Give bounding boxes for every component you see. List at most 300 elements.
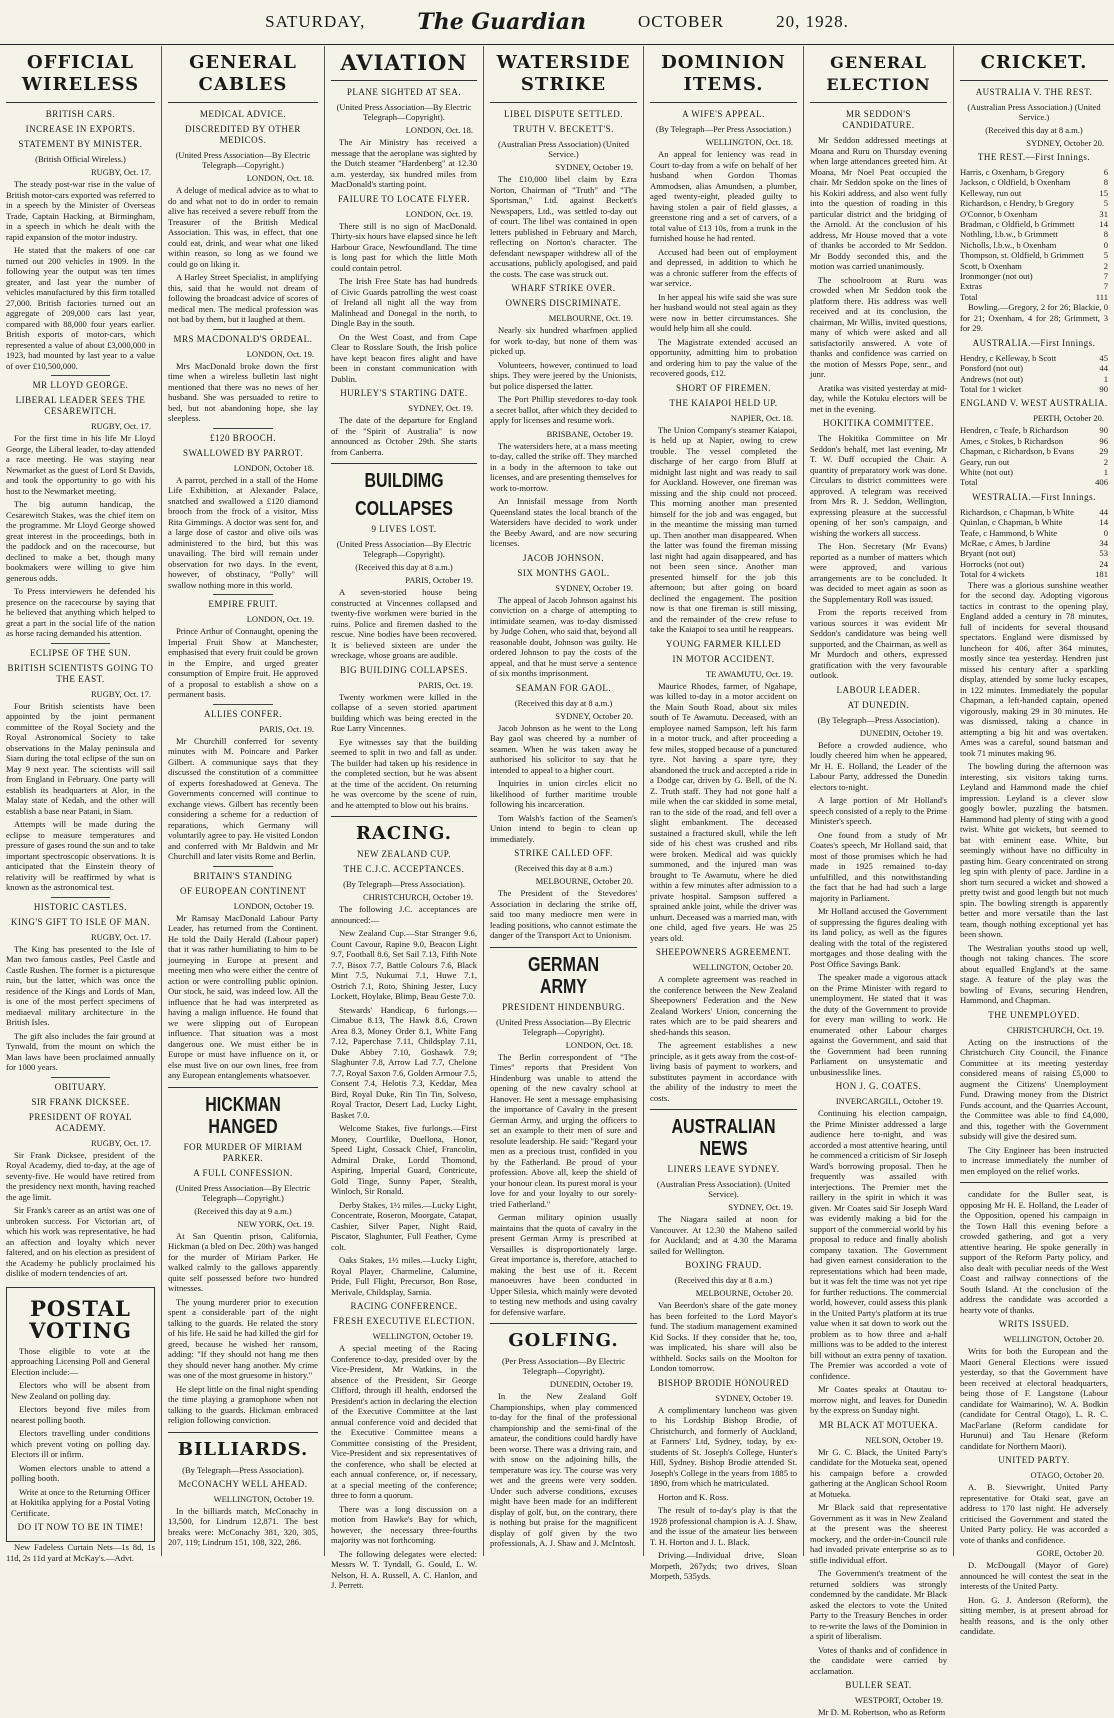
article-title: LABOUR LEADER.	[836, 684, 921, 695]
paragraph: Mr Seddon addressed meetings at Moana and Ruru on Thursday evening when large attendances greeted him. At Moana, Mr Noel Peat occupied the chair. Mr Seddon spoke on the lines of his Kokiri address, and also went fully into the question of roading in this particular district and the bridging of the Arnold. At the conclusion of his address, Mr House moved that a vote of thanks be accorded to Mr Seddon. Mr Boddy seconded this, and the motion was carried unanimously.	[810, 135, 947, 271]
dateline: PERTH, October 20.	[1033, 413, 1104, 424]
paragraph: The £10,000 libel claim by Ezra Norton, Chairman of "Truth" and "The Sportsman," Ltd. against Beckett's Newspapers, Ltd., was settled to-day out of court. The libel was contained in open letters published in February and March, reflecting on Norton's character. The defendant newspaper withdrew all of the accusations, publicly apologised, and paid the costs. The case was struck out.	[490, 174, 637, 279]
article-subtitle: LINERS LEAVE SYDNEY.	[667, 1164, 780, 1174]
paragraph: The Air Ministry has received a message that the aeroplane was sighted by the Dutch steamer "Hardenberg" at 12.30 a.m. yesterday, six hundred miles from MacDonald's starting point.	[331, 137, 477, 189]
column-cricket	[954, 46, 1114, 1637]
article-title: WRITS ISSUED.	[998, 1319, 1070, 1330]
dateline: WELLINGTON, Oct. 18.	[705, 137, 793, 147]
dateline: SYDNEY, October 19.	[555, 162, 633, 172]
paragraph: A complete agreement was reached in the conference between the New Zealand Sheepowners' Federation and the New Zealand Workers' Union, concerning the rates which are to be paid shearers and shed-hands this season.	[650, 974, 797, 1037]
score-total	[960, 384, 1108, 394]
column-waterside-strike	[484, 46, 644, 1556]
runs: 1	[1103, 373, 1108, 384]
article-title: SHEEPOWNERS AGREEMENT.	[655, 947, 792, 957]
paragraph: The steady post-war rise in the value of British motor-cars exported was referred to in a speech by the Minister of Overseas Trade, Captain Hacking, at Birmingham, in a speech in which he dealt with the rapid expansion of the motor industry.	[6, 179, 155, 242]
paragraph: A Harley Street Specialist, in amplifying this, said that he would not dream of following the broadcast advice of scores of medical men. The medical profession was not bad by them, but it laughed at them.	[168, 272, 318, 324]
score-total-value: 90	[1099, 384, 1108, 394]
dateline: WELLINGTON, October 20.	[692, 962, 793, 972]
runs: 8	[1103, 229, 1108, 240]
dateline: OTAGO, October 20.	[1030, 1470, 1104, 1481]
advert-heading: POSTAL VOTING	[29, 1295, 132, 1343]
paragraph: The Union Company's steamer Kaiapoi, is held up at Napier, owing to crew trouble. The vessel completed the discharge of her cargo from Bluff at midnight last night and was ready to sail for Auckland. However, one fireman was missing and the ship could not proceed. This morning another man presented himself for the job and was engaged, but in the meantime the missing man turned up. Then another man disappeared. When the latter was found the fireman missing last night had again disappeared, and has not been seen since. Another man presented himself for the job this afternoon; but after going on board declined the engagement. The position now is that one fireman is still missing, and the remainder of the crew refuse to take the Kaiapoi to sea until he reappears.	[650, 424, 797, 634]
batsman: O'Connor, b Oxenham	[960, 208, 1038, 219]
section-heading: BUILDIMG	[364, 470, 444, 492]
dateline: LONDON, October 18.	[233, 462, 314, 473]
score-total-value: 111	[1095, 291, 1108, 302]
article-subtitle: DISCREDITED BY OTHER MEDICOS.	[185, 124, 301, 145]
article-title: £120 BROOCH.	[209, 432, 276, 443]
batsman: White (not out)	[960, 467, 1013, 478]
batsman: McRae, c Ames, b Jardine	[960, 538, 1051, 549]
batsman: Ames, c Stokes, b Richardson	[960, 435, 1064, 446]
paragraph: Write at once to the Returning Officer at Hokitika applying for a Postal Voting Certificate.	[11, 1486, 150, 1518]
paragraph: Oaks Stakes, 1½ miles.—Lucky Light, Royal Player, Charmeline, Calumine, Pride, Full Flight, Precursor, Bon Rose, Merivale, Childsplay, Sarnia.	[331, 1255, 477, 1297]
runs: 5	[1103, 250, 1108, 261]
paragraph: An Innisfail message from North Queensland states the local branch of the Watersiders have decided to work under the Beeby Award, and are now securing licenses.	[490, 496, 637, 548]
credit-line: (By Telegraph—Press Association).	[182, 1464, 304, 1475]
column-official-wireless	[0, 46, 162, 1563]
article-subtitle: AT DUNEDIN.	[847, 699, 910, 710]
runs: 34	[1099, 538, 1108, 549]
article-title: BOXING FRAUD.	[685, 1260, 762, 1270]
score-row	[960, 250, 1108, 260]
dateline: CHRISTCHURCH, October 19.	[362, 892, 473, 902]
article-title: MEDICAL ADVICE.	[199, 109, 287, 119]
article-subtitle: FRESH EXECUTIVE ELECTION.	[333, 1316, 475, 1326]
batsman: Nothling, l.b.w., b Grimmett	[960, 229, 1058, 240]
batsman: Extras	[960, 281, 982, 292]
article-subtitle: OF EUROPEAN CONTINENT	[180, 885, 306, 896]
article-title: MRS MACDONALD'S ORDEAL.	[173, 333, 313, 344]
credit-line: (By Telegraph—Per Press Association.)	[655, 124, 792, 134]
runs: 6	[1103, 167, 1108, 177]
runs: 0	[1103, 239, 1108, 250]
paragraph: Driving.—Individual drive, Sloan Morpeth, 267yds; two drives, Sloan Morpeth, 535yds.	[650, 1550, 797, 1581]
paragraph: He slept little on the final night spending the time playing a gramophone when not talking to the guards. Hickman embraced religion following conviction.	[168, 1383, 318, 1425]
paragraph: An appeal for leniency was read in Court to-day from a wife on behalf of her husband when Gordon Thomas Ammodsen, alias Amundsen, a plumber, aged twenty-eight, pleaded guilty to having stolen a pair of field glasses, a greenstone ring and a set of carvers, of a total value of £13 10s, from a trunk in the furnished house he had rented.	[650, 149, 797, 243]
batsman: Ponsford (not out)	[960, 363, 1024, 374]
paragraph: Aratika was visited yesterday at mid-day, while the Kotuku electors will be met in the evening.	[810, 382, 947, 414]
section-heading: HICKMAN HANGED	[205, 1093, 281, 1138]
batsman: Quinlan, c Chapman, b White	[960, 517, 1063, 528]
dateline: SYDNEY, October 20.	[555, 710, 633, 721]
article-subtitle: THE KAIAPOI HELD UP.	[669, 397, 778, 408]
credit-line: (United Press Association—By Electric Telegraph—Copyright).	[496, 1016, 631, 1037]
credit-line: (United Press Association—By Electric Telegraph—Copyright.)	[175, 150, 311, 170]
paragraph: The King has presented to the Isle of Man two famous castles, Peel Castle and Castle Rushen. The former is a picturesque ruin, but the latter, which was once the residence of the Kings and Lords of Man, is one of the most perfect specimens of mediaeval military architecture in the British Isles.	[6, 943, 155, 1027]
paragraph: Accused had been out of employment and depressed, in addition to which he was a chronic sufferer from the effects of war service.	[650, 246, 797, 288]
paragraph: The young murderer prior to execution spent a considerable part of the night talking to the guards. He related the story of his life. He said he had killed the girl for greed, because he wished her ransom, adding: "If they should not hang me then they should never hang another. My crime was one of the most gruesome in history."	[168, 1296, 318, 1380]
paragraph: From the reports received from various sources it was evident Mr Seddon's candidature was being well supported, and the Chairman, as well as Mr Murdoch and others, expressed gratification with the very favourable outlook.	[810, 607, 947, 680]
paragraph: A special meeting of the Racing Conference to-day, presided over by the Vice-President, Mr Watkins, in the absence of the President, Sir George Clifford, through ill health, endorsed the President's action in declaring the election of the Executive Committee at the last annual conference void and decided that the Executive Committee means a Committee consisting of the President, Vice-President and six representatives of the conference, who shall be elected at each annual conference, or, if necessary, at a special meeting of the conference; three to form a quorum.	[331, 1343, 477, 1500]
article-subtitle: IN MOTOR ACCIDENT.	[672, 653, 775, 664]
paragraph: Mr Ramsay MacDonald Labour Party Leader, has returned from the Continent. He told the Daily Herald (Labour paper) that it was rather humiliating to him to be journeying in Europe at present and meeting men who were either the centre of action or were controlling public opinion. Our stock, he said, was indeed low. All the influence that he had was interpreted as having a malign influence. He found that we were slipping out of European influence. That situation was a most dangerous one. We must either be in Europe or must have influence on it, or else must live on our own lines, free from any European entanglements whatsoever.	[168, 912, 318, 1080]
batsman: Scott, b Oxenham	[960, 260, 1022, 271]
runs: 24	[1099, 558, 1108, 569]
innings-heading: AUSTRALIA.—First Innings.	[972, 337, 1096, 348]
credit-line: (By Telegraph—Press Association).	[817, 714, 940, 725]
dateline: SYDNEY, October 19.	[555, 582, 633, 593]
article-title: ENGLAND V. WEST AUSTRALIA.	[960, 398, 1108, 409]
rule	[51, 375, 111, 376]
paragraph: Derby Stakes, 1½ miles.—Lucky Light, Concentrate, Roseron, Moorgate, Catapat, Cashier, Silver Paper, Night Raid, Piscator, Slaghunter, Full Feather, Cyme colt.	[331, 1199, 477, 1252]
article-subtitle: FOR MURDER OF MIRIAM PARKER.	[183, 1141, 303, 1163]
innings-heading: WESTRALIA.—First Innings.	[972, 491, 1096, 502]
advert-footnote: New Fadeless Curtain Nets—1s 8d, 1s 11d, 2s 11d yard at McKay's.—Advt.	[6, 1542, 155, 1563]
score-total-label: Total for 1 wicket	[960, 384, 1022, 394]
paragraph: Jacob Johnson as he went to the Long Bay gaol was cheered by a number of seamen. When he was taken away he authorised his solicitor to say that he intended to appeal to a higher court.	[490, 722, 637, 775]
section-heading: GERMAN ARMY	[527, 953, 600, 998]
batsman: Thompson, st. Oldfield, b Grimmett	[960, 250, 1084, 261]
runs: 90	[1099, 425, 1108, 436]
received-line: (Received this day at 8 a.m.)	[514, 863, 613, 873]
paragraph: The President of the Stevedores' Association in declaring the strike off, said too many mediocre men were in leading positions, who cannot estimate the danger of the Transport Act to Unionism.	[490, 888, 637, 940]
paragraph: The Berlin correspondent of "The Times" reports that President Von Hindenburg was unable to attend the opening of the new cavalry school at Hanover. He sent a message emphasising the importance of Cavalry in the present German Army, and urging the officers to set an example to their men of sure and resolute leadership. He said: "Regard your men as a precious trust, confided in you by the Fatherland. Be proud of your profession. Above all, keep the shield of your honour clean. Its purest moral is your love for and your loyalty to our sorely-tried Fatherland."	[490, 1051, 637, 1209]
score-row	[960, 188, 1108, 198]
scorecard	[960, 353, 1108, 384]
paragraph: The following delegates were elected: Messrs W. T. Tyndall, G. Gould, L. W. Nelson, H. A. Russell, A. C. Hanlon, and J. Perrett.	[331, 1548, 477, 1590]
credit-line: (Australian Press Association.) (United Service.)	[967, 102, 1101, 122]
article-title: BRITISH CARS.	[45, 109, 116, 119]
article-title: MR SEDDON'S CANDIDATURE.	[842, 109, 915, 130]
batsman: Harris, c Oxenham, b Gregory	[960, 167, 1065, 177]
article-subtitle: PRESIDENT HINDENBURG.	[502, 1001, 625, 1012]
dateline: SYDNEY, October 19.	[715, 1392, 793, 1403]
section-heading: OFFICIAL WIRELESS	[21, 52, 140, 95]
article-title: EMPIRE FRUIT.	[208, 599, 278, 609]
paragraph: The Hokitika Committee on Mr Seddon's behalf, met last evening, Mr T. W. Duff occupied the Chair. A quantity of preparatory work was done. Circulars to district committees were approved. A telegram was received from Mrs R. J. Seddon, Wellington, expressing pleasure at the successful opening of her son's campaign, and wishing the workers all success.	[810, 433, 947, 538]
credit-line: (By Telegraph—Press Association).	[343, 879, 465, 889]
batsman: Jackson, c Oldfield, b Oxenham	[960, 177, 1071, 188]
batsman: Richardson, c Chapman, b White	[960, 506, 1074, 517]
rule	[331, 816, 477, 817]
rule	[650, 102, 797, 103]
batsman: Teafe, c Hammond, b White	[960, 527, 1058, 538]
rule	[213, 866, 273, 867]
received-line: (Received this day at 8 a.m.)	[514, 697, 613, 708]
paragraph: Acting on the instructions of the Christchurch City Council, the Finance Committee at its meeting yesterday considered means of raising £5,000 to augment the Citizens' Unemployment Fund. Drawing money from the District Funds account, and the Quarries Account, the Committee was able to find £4,000, and this, together with the Government subsidy will give the desired sum.	[960, 1036, 1108, 1142]
paragraph: A seven-storied house being constructed at Vincennes collapsed and twenty-five workmen were buried in the ruins. Police and firemen dashed to the rescue. Nine bodies have been recovered. It is believed sixteen are under the wreckage, whose groans are audible.	[331, 587, 477, 660]
rule	[168, 1432, 318, 1433]
masthead-date: 20, 1928.	[776, 12, 849, 31]
scorecard	[960, 167, 1108, 292]
dateline: DUNEDIN, October 19.	[859, 727, 943, 738]
article-title: BRITAIN'S STANDING	[193, 870, 293, 881]
article-title: MR BLACK AT MOTUEKA.	[819, 1419, 938, 1430]
runs: 2	[1103, 260, 1108, 271]
section-heading: CRICKET.	[980, 52, 1088, 73]
paragraph: Welcome Stakes, five furlongs.—First Money, Courtlike, Duellona, Honor, Speed Light, Cossack Chief, Francolin, Admiral Drake, Lordd Thomond, Aspiring, Imperial Guard, Contricute, Gold Tinge, Sunny Paper, Stealth, Winloch, Sir Ronald.	[331, 1123, 477, 1196]
dateline: BRISBANE, October 19.	[546, 428, 633, 439]
dateline: SYDNEY, October 20.	[1026, 138, 1104, 148]
column-dominion-items	[644, 46, 804, 1581]
article-title: UNITED PARTY.	[998, 1455, 1070, 1466]
dateline: LONDON, Oct. 18.	[246, 173, 314, 183]
score-row	[960, 548, 1108, 558]
article-title: STRIKE CALLED OFF.	[514, 848, 613, 858]
score-total-label: Total	[960, 291, 978, 302]
article-subtitle: TRUTH V. BECKETT'S.	[513, 124, 614, 134]
paragraph: The big autumn handicap, the Cesarewitch Stakes, was the chief item on the programme. Mr Lloyd George showed great interest in the proceedings, both in the paddock and on the racecourse, but declined to make a bet, though many bookmakers were willing to give him generous odds.	[6, 499, 155, 583]
article-subtitle: SWALLOWED BY PARROT.	[183, 447, 303, 458]
article-subtitle: BRITISH SCIENTISTS GOING TO THE EAST.	[7, 662, 154, 684]
masthead-month: OCTOBER	[638, 12, 725, 31]
paragraph: Van Beerdon's share of the gate money has been forfeited to the Lord Mayor's fund. The stadium management examined Kid Socks. If they consider that he, too, was implicated, his share will also be withheld. Socks sails on the Moolton for London tomorrow.	[650, 1300, 797, 1373]
score-row	[960, 261, 1108, 271]
paragraph: Inquiries in union circles elicit no likelihood of further maritime trouble following his incarceration.	[490, 778, 637, 809]
paragraph: Electors travelling under conditions which prevent voting on polling day. Electors ill or infirm.	[11, 1428, 150, 1459]
article-subtitle: SIR FRANK DICKSEE.	[31, 1096, 130, 1107]
paragraph: In her appeal his wife said she was sure her husband would not steal again as they were now in better circumstances. She would help him all she could.	[650, 291, 797, 333]
paragraph: Tom Walsh's faction of the Seamen's Union intend to begin to clean up immediately.	[490, 812, 637, 844]
section-heading: COLLAPSES	[355, 498, 453, 520]
rule	[960, 80, 1108, 81]
scorecard	[960, 507, 1108, 569]
paragraph: The City Engineer has been instructed to increase immediately the number of men employed on the relief works.	[960, 1144, 1108, 1176]
paragraph: Bowling.—Gregory, 2 for 26; Blackie, 0 for 21; Oxenham, 4 for 28; Grimmett, 3 for 29.	[960, 302, 1108, 334]
runs: 7	[1103, 271, 1108, 282]
dateline: GORE, October 20.	[1036, 1548, 1104, 1559]
runs: 14	[1099, 219, 1108, 230]
runs: 7	[1103, 281, 1108, 292]
article-title: BIG BUILDING COLLAPSES.	[340, 664, 468, 675]
column-aviation	[325, 46, 484, 1590]
dateline: PARIS, Oct. 19.	[259, 723, 314, 734]
paragraph: Twenty workmen were killed in the collapse of a seven storied apartment building which was being erected in the Rue Larry Vincennes.	[331, 691, 477, 733]
section-heading: AUSTRALIAN NEWS	[671, 1116, 776, 1160]
paragraph: Volunteers, however, continued to load ships. They were jeered by the Unionists, but police dispersed the latter.	[490, 359, 637, 391]
dateline: NAPIER, Oct. 18.	[730, 412, 793, 423]
dateline: RUGBY, Oct. 17.	[90, 1137, 151, 1148]
paragraph: Mr Coates speaks at Otautau to-morrow night, and leaves for Dunedin by the express on Sunday night.	[810, 1384, 947, 1415]
score-row	[960, 271, 1108, 281]
rule	[51, 643, 111, 644]
paragraph: Hon. G. J. Anderson (Reform), the sitting member, is at present abroad for health reasons, and is the only other candidate.	[960, 1594, 1108, 1637]
column-general-election	[804, 46, 954, 1717]
innings-heading: THE REST.—First Innings.	[977, 152, 1091, 162]
credit-line: (United Press Association—By Electric Telegraph—Copyright.)	[175, 1182, 311, 1203]
paragraph: A. B. Sievwright, United Party representative for Otaki seat, gave an address to 170 last night. He adversely criticised the Government and stated the United Party policy. He was accorded a vote of thanks and confidence.	[960, 1482, 1108, 1545]
section-heading: DOMINION ITEMS.	[661, 52, 786, 95]
paragraph: One found from a study of Mr Coates's speech, Mr Holland said, that most of those promises which he had made in 1925 remained to-day unfulfilled, and this notwithstanding the fact that he had had such a large majority in Parliament.	[810, 829, 947, 903]
article-title: HON J. G. COATES.	[835, 1081, 922, 1091]
section-heading: WATERSIDE STRIKE	[496, 52, 631, 95]
article-title: RACING CONFERENCE.	[350, 1301, 458, 1311]
batsman: Richardson, c Hendry, b Gregory	[960, 198, 1074, 209]
dateline: NELSON, October 19.	[865, 1434, 943, 1445]
article-title: WHARF STRIKE OVER.	[511, 283, 616, 293]
score-total	[960, 477, 1108, 487]
article-subtitle: PRESIDENT OF ROYAL ACADEMY.	[28, 1111, 133, 1133]
paragraph: To Press interviewers he defended his presence on the racecourse by saying that he believed that anything which helped to great a part in the social life of the nation as horse racing demanded his attention.	[6, 586, 155, 638]
credit-line: (British Official Wireless.)	[35, 154, 126, 164]
paragraph: The Hon. Secretary (Mr Evans) reported as a number of matters which were approved, and various arrangements are to be concluded. It was decided to meet again as soon as the Supplementary Roll was issued.	[810, 541, 947, 604]
dateline: WELLINGTON, October 19.	[213, 1493, 314, 1504]
score-row	[960, 528, 1108, 538]
article-title: HISTORIC CASTLES.	[33, 901, 128, 912]
paragraph: Before a crowded audience, who loudly cheered him when he appeared, Mr H. E. Holland, the Leader of the Labour Party, addressed the Dunedin electors to-night.	[810, 739, 947, 792]
paragraph: Sir Frank Dicksee, president of the Royal Academy, died to-day, at the age of seventy-five. He would have retired from the presidency next month, having reached the age limit.	[6, 1149, 155, 1202]
article-title: THE UNEMPLOYED.	[988, 1009, 1080, 1020]
dateline: CHRISTCHURCH, Oct. 19.	[1006, 1024, 1104, 1035]
batsman: Bryant (not out)	[960, 548, 1016, 559]
runs: 44	[1099, 506, 1108, 517]
article-title: HURLEY'S STARTING DATE.	[340, 388, 468, 398]
runs: 14	[1099, 517, 1108, 528]
batsman: Nicholls, l.b.w., b Oxenham	[960, 239, 1057, 250]
dateline: LONDON, October 19.	[233, 900, 314, 911]
dateline: PARIS, October 19.	[405, 575, 473, 585]
score-row	[960, 517, 1108, 527]
article-title: SEAMAN FOR GAOL.	[515, 682, 612, 693]
score-row	[960, 446, 1108, 456]
paragraph: The speaker made a vigorous attack on the Prime Minister with regard to unemployment. He stated that it was the duty of the Government to provide for every man willing to work. He enumerated other Labour charges against the Government, and said that the Government had been running Parliament on unsystematic and unbusinesslike lines.	[810, 972, 947, 1077]
paragraph: Maurice Rhodes, farmer, of Ngahape, was killed to-day in a motor accident on the Main South Road, about six miles south of Te Awamutu. Deceased, with an employee named Sampson, left his farm in a motor truck, and after proceeding a few miles, stopped because of a punctured tyre. Not having a spare tyre, they abandoned the truck and accepted a ride in a Dodge car, driven by G. Bell, of the N. Z. Truth staff. They had not gone half a mile when the car skidded in some metal, ran to the side of the road, and fell over a slight embankment. The deceased sustained a fractured skull, while the left side of his chest was crushed and ribs were broken. Medical aid was quickly summoned, and the injured man was brought to Te Awamutu, where he died within a few minutes after admission to a private hospital. Sampson suffered a sprained ankle joint, while the driver was unhurt. Deceased was a married man, with one child, aged five years. He was 25 years old.	[650, 680, 797, 943]
article-subtitle: INCREASE IN EXPORTS.	[25, 124, 136, 134]
paragraph: Prince Arthur of Connaught, opening the Imperial Fruit Show at Manchester, emphasised that every fruit could be grown in the Empire, and urged greater consumption of Empire fruit. He approved of a proposal to establish a show on a permanent basis.	[168, 626, 318, 699]
received-line: (Received this day at 8 a.m.)	[674, 1275, 773, 1285]
dateline: WESTPORT, October 19.	[854, 1695, 943, 1705]
article-title: AUSTRALIA V. THE REST.	[975, 87, 1093, 97]
batsman: Bradman, c Oldfield, b Grimmett	[960, 219, 1075, 230]
batsman: Hendren, c Teafe, b Richardson	[960, 425, 1069, 436]
article-title: A WIFE'S APPEAL.	[682, 109, 765, 119]
dateline: LONDON, Oct. 19.	[246, 348, 314, 359]
runs: 96	[1099, 435, 1108, 446]
rule	[331, 80, 477, 81]
paragraph: Stewards' Handicap, 6 furlongs.—Cimabue 8.13, The Hawk 8.6, Crown Area 8.3, Money Order 8.1, White Fang 7.12, Paperchase 7.11, Childsplay 7.11, Duke Abbey 7.10, Goshawk 7.9; Slaghunter 7.8, Arrow Lad 7.7, Chelone 7.7, Royal Saxon 7.6, Golden Armour 7.5, Consent 7.4, Helotis 7.3, Keddar, Mea Bird, Royal Duke, Rin Tin Tin, Solveso, Royal Tractor, Desert Lad, Lucky Light, Basket 7.0.	[331, 1004, 477, 1120]
section-heading: GENERAL ELECTION	[826, 53, 931, 94]
advert-call-to-action: DO IT NOW TO BE IN TIME!	[17, 1522, 144, 1532]
rule	[51, 1077, 111, 1078]
dateline: RUGBY, Oct. 17.	[90, 931, 151, 942]
paragraph: The result of to-day's play is that the 1928 professional champion is A. J. Shaw, and the issue of the amateur lies between T. H. Horton and J. L. Black.	[650, 1505, 797, 1547]
score-row	[960, 507, 1108, 517]
paragraph: The Westralian youths stood up well, though not taking chances. The score about equalled England's at the same stage. A feature of the play was the bowling of Evans, securing Hendren, Hammond, and Chapman.	[960, 942, 1108, 1006]
paragraph: A large portion of Mr Holland's speech consisted of a reply to the Prime Minister's speech.	[810, 795, 947, 826]
credit-line: (United Press Association—By Electric Telegraph—Copyright).	[336, 102, 472, 122]
paragraph: The watersiders here, at a mass meeting to-day, called the strike off. They marched in a body in the afternoon to take out licenses, and are presenting themselves for work to-morrow.	[490, 440, 637, 493]
section-heading: BILLIARDS.	[177, 1438, 309, 1460]
article-title: BULLER SEAT.	[845, 1680, 912, 1690]
article-subtitle: 9 LIVES LOST.	[371, 524, 437, 534]
paragraph: Four British scientists have been appointed by the joint permanent committee of the Royal Society and the Royal Astronomical Society to take observations in the Malay peninsula and Siam during the total eclipse of the sun on May 9 next year. The scientists will sail from England in February. One party will establish its headquarters at Alor, in the Malay state of Kedah, and the other will establish a base near Patani, in Siam.	[6, 700, 155, 816]
paragraph: Mrs MacDonald broke down the first time when a wireless bulletin last night mentioned that there was no news of her husband. She was persuaded to retire to bed, but not abandoning hope, she lay sleepless.	[168, 360, 318, 423]
runs: 2	[1103, 456, 1108, 467]
paragraph: The appeal of Jacob Johnson against his conviction on a charge of attempting to intimidate seamen, was to-day dismissed by Judge Cohen, who said that, beyond all reasonable doubt, Johnson was guilty. He ordered Johnson to pay the costs of the appeal, and that he must serve a sentence of six months imprisonment.	[490, 594, 637, 678]
batsman: Horrocks (not out)	[960, 558, 1024, 569]
article-subtitle: A FULL CONFESSION.	[193, 1167, 293, 1178]
paragraph: There still is no sign of MacDonald. Thirty-six hours have elapsed since he left Harbour Grace, Newfoundland. The time is long past for which the little Moth could contain petrol.	[331, 220, 477, 273]
runs: 44	[1099, 363, 1108, 374]
rule	[213, 594, 273, 595]
paragraph: Mr Holland accused the Government of suppressing the figures dealing with its land policy, as well as the figures dealing with the total of the registered mortgages and those dealing with the Post Office Savings Bank.	[810, 906, 947, 969]
dateline: LONDON, Oct. 19.	[405, 208, 473, 219]
article-subtitle: KING'S GIFT TO ISLE OF MAN.	[10, 916, 151, 927]
section-heading: AVIATION	[340, 50, 468, 75]
score-row	[960, 457, 1108, 467]
dateline: RUGBY, Oct. 17.	[90, 688, 151, 699]
score-row	[960, 363, 1108, 373]
score-row	[960, 167, 1108, 177]
rule	[213, 428, 273, 429]
article-subtitle: LIBEL DISPUTE SETTLED.	[504, 109, 623, 119]
batsman: Hendry, c Kelleway, b Scott	[960, 352, 1057, 363]
paragraph: D. McDougall (Mayor of Gore) announced he will contest the seat in the interests of the United Party.	[960, 1560, 1108, 1592]
dateline: LONDON, Oct. 18.	[405, 125, 473, 135]
dateline: MELBOURNE, October 20.	[535, 876, 633, 886]
section-heading: RACING.	[355, 823, 453, 844]
article-title: FAILURE TO LOCATE FLYER.	[337, 193, 471, 204]
paragraph: Mr D. M. Robertson, who as Reform	[818, 1707, 946, 1717]
paragraph: The date of the departure for England of the "Spirit of Australia" is now announced as October 29th. She starts from Canberra.	[331, 415, 477, 457]
score-row	[960, 229, 1108, 239]
article-subtitle: OWNERS DISCRIMINATE.	[505, 298, 622, 308]
batsman: Chapman, c Richardson, b Evans	[960, 446, 1075, 457]
score-row	[960, 219, 1108, 229]
masthead	[0, 0, 1114, 45]
article-title: YOUNG FARMER KILLED	[665, 638, 782, 649]
runs: 31	[1099, 208, 1108, 219]
rule	[490, 1323, 637, 1324]
paragraph: The Magistrate extended accused an opportunity, admitting him to probation and ordering him to pay the value of the recovered goods, £12.	[650, 336, 797, 378]
score-row	[960, 467, 1108, 477]
dateline: TE AWAMUTU, Oct. 19.	[705, 668, 793, 679]
article-subtitle: McCONACHY WELL AHEAD.	[178, 1478, 308, 1489]
score-row	[960, 240, 1108, 250]
paragraph: There was a long discussion on a motion from Hawke's Bay for which, however, the necessary three-fourths majority was not forthcoming.	[331, 1503, 477, 1545]
score-row	[960, 559, 1108, 569]
paragraph: German military opinion usually maintains that the quota of cavalry in the present German Army is prescribed at Versailles is disproportionately large. Great importance is, therefore, attached to making the best use of it. Recent manoeuvres have been conducted in Upper Silesia, which mainly were devoted to testing new methods and using cavalry for defensive warfare.	[490, 1212, 637, 1317]
article-title: JACOB JOHNSON.	[522, 552, 604, 563]
article-title: MR LLOYD GEORGE.	[32, 380, 129, 390]
dateline: PARIS, Oct. 19.	[418, 679, 473, 690]
batsman: Ironmonger (not out)	[960, 271, 1033, 282]
batsman: Andrews (not out)	[960, 373, 1024, 384]
runs: 8	[1103, 177, 1108, 188]
credit-line: (United Press Association—By Electric Telegraph—Copyright).	[336, 539, 472, 559]
rule	[650, 1109, 797, 1110]
article-title: ALLIES CONFER.	[203, 708, 282, 719]
paragraph: Electors who will be absent from New Zealand on polling day.	[11, 1380, 150, 1401]
rule	[810, 102, 947, 103]
paragraph: Nearly six hundred wharfmen applied for work to-day, but none of them was picked up.	[490, 325, 637, 356]
paragraph: Writs for both the European and the Maori General Elections were issued yesterday, so that the Government have been received at electoral headquarters, being those of F. Langstone (Labour candidate for Waimarino), W. A. Bodkin (candidate for Central Otago), L. R. C. MacFarlane (Reform candidate for Hurunui) and Tau Henare (Reform candidate for Northern Maori).	[960, 1346, 1108, 1451]
article-subtitle: LIBERAL LEADER SEES THE CESAREWITCH.	[15, 395, 146, 416]
paragraph: Electors beyond five miles from nearest polling booth.	[11, 1404, 150, 1425]
article-subtitle: PLANE SIGHTED AT SEA.	[346, 87, 462, 97]
paragraph: There was a glorious sunshine weather for the second day. Adopting vigorous tactics in contrast to the opening play, England added a century in 78 minutes, full of incidents for several thousand spectators. England were dismissed by luncheon for 406, after 364 minutes, mostly since tea yesterday. Hendren just missed his century after a sparkling display, attended by some lucky escapes, in 122 minutes. Immediately the popular Chapman, a left-handed captain, opened vigorously, making 29 in 30 minutes. He was dismissed, taking a chance in attempting a big hit and was overtaken. Ames was a careful, sound batsman and took 71 minutes making 96.	[960, 579, 1108, 758]
rule	[331, 463, 477, 464]
rule	[213, 704, 273, 705]
paragraph: At San Quentin prison, California, Hickman (a bled on Dec. 20th) was hanged for the murder of Miriam Parker. He walked calmly to the gallows apparently quite self possessed before two hundred witnesses.	[168, 1230, 318, 1293]
paragraph: The gift also includes the fair ground at Tynwald, from the mount on which the Man laws have been proclaimed annually for 1000 years.	[6, 1030, 155, 1072]
paragraph: The Niagara sailed at noon for Vancouver. At 12.30 the Maheno sailed for Auckland; and at 4.30 the Marama sailed for Wellington.	[650, 1214, 797, 1256]
section-heading: GOLFING.	[508, 1330, 619, 1351]
dateline: INVERCARGILL, October 19.	[835, 1096, 943, 1106]
dateline: DUNEDIN, October 19.	[549, 1379, 633, 1389]
rule	[490, 947, 637, 948]
dateline: RUGBY, Oct. 17.	[90, 167, 151, 177]
dateline: LONDON, Oct. 19.	[246, 614, 314, 624]
received-line: (Received this day at 9 a.m.)	[194, 1205, 292, 1216]
score-total-value: 406	[1095, 477, 1108, 488]
runs: 15	[1099, 187, 1108, 198]
masthead-title: The Guardian	[417, 9, 587, 35]
rule	[960, 1182, 1108, 1183]
paragraph: In the billiards match, McConachy in 13,500, for Lindrum 12,871. The best breaks were: McConachy 381, 320, 305, 207, 119; Lindrum 151, 108, 322, 286.	[168, 1505, 318, 1547]
paragraph: A deluge of medical advice as to what to do and what not to do in order to remain alive has received a severe rebuff from the Treasurer of the British Medical Association. This was, in effect, that one could eat, drink, and wear what one liked within reason, so long as we found we could go on liking it.	[168, 185, 318, 269]
